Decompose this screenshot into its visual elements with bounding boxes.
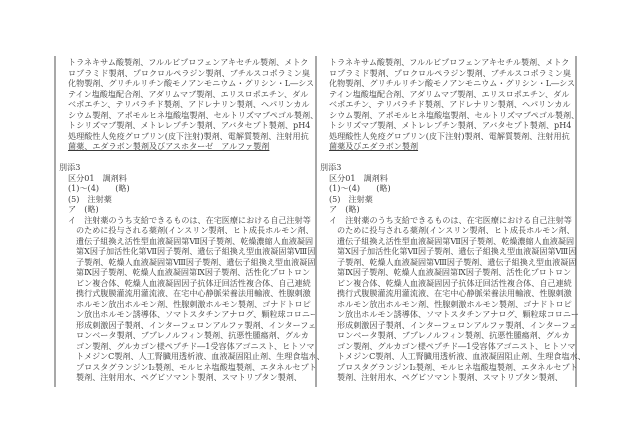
amended-text-line: 菌薬及びエダラボン製剤 xyxy=(329,141,419,151)
section-item: (1)～(4) (略) xyxy=(329,183,391,193)
paragraph-line: ロンベータ製剤、ブプレノルフィン製剤、抗悪性腫瘍剤、グルカ xyxy=(76,330,309,340)
section-item: ア (略) xyxy=(329,204,360,214)
text-line: 化物製剤、グリチルリチン酸モノアンモニウム・グリシン・L―シス xyxy=(329,78,576,88)
paragraph-line: 第Ⅸ因子製剤、乾燥人血液凝固第Ⅸ因子製剤、活性化プロトロン xyxy=(76,267,311,277)
text-line: トラネキサム酸製剤、フルルビプロフェンアキセチル製剤、メトク xyxy=(329,57,570,67)
paragraph-line: ゴン製剤、グルカゴン様ペプチド―1受容体アゴニスト、ヒトソマ xyxy=(337,340,576,351)
paragraph-line: イ 注射薬のうち支給できるものは、在宅医療における自己注射等 xyxy=(68,214,311,225)
text-line: ロプラミド製剤、プロクロルペラジン製剤、ブチルスコポラミン臭 xyxy=(68,67,310,78)
comparison-column-new xyxy=(315,56,586,387)
amended-text-line: 菌薬、エダラボン製剤及びアスホターゼ アルファ製剤 xyxy=(68,141,270,151)
appendix-title: 別添3 xyxy=(59,162,81,172)
section-item: (5) 注射薬 xyxy=(329,193,373,204)
text-line: トシリズマブ製剤、メトレレプチン製剤、アバタセプト製剤、pH4 xyxy=(329,120,572,130)
paragraph-line: 製剤、注射用水、ペグビソマント製剤、スマトリプタン製剤、 xyxy=(76,372,302,382)
paragraph-line: のために投与される薬剤(インスリン製剤、ヒト成長ホルモン剤、 xyxy=(337,225,575,235)
paragraph-line: 形成刺激因子製剤、インターフェロンアルファ製剤、インターフェ xyxy=(76,319,317,330)
paragraph-line: イ 注射薬のうち支給できるものは、在宅医療における自己注射等 xyxy=(329,214,572,225)
comparison-column-old xyxy=(54,56,325,387)
text-line: シウム製剤、アポモルヒネ塩酸塩製剤、セルトリズマブペゴル製剤、 xyxy=(68,109,319,120)
paragraph-line: 子製剤、乾燥人血液凝固第Ⅷ因子製剤、遺伝子組換え型血液凝固 xyxy=(76,256,316,267)
text-line: ベポエチン、テリパラチド製剤、アドレナリン製剤、ヘパリンカル xyxy=(329,99,571,109)
paragraph-line: ホルモン放出ホルモン剤、性腺刺激ホルモン製剤、ゴナドトロピ xyxy=(337,298,572,309)
paragraph-line: ン放出ホルモン誘導体、ソマトスタチンアナログ、顆粒球コロニー xyxy=(76,309,319,319)
text-line: シウム製剤、アポモルヒネ塩酸塩製剤、セルトリズマブペゴル製剤、 xyxy=(329,109,580,120)
blank-line xyxy=(317,152,575,163)
paragraph-line: のために投与される薬剤(インスリン製剤、ヒト成長ホルモン剤、 xyxy=(76,225,314,235)
paragraph-line: ホルモン放出ホルモン剤、性腺刺激ホルモン製剤、ゴナドトロピ xyxy=(76,298,311,309)
paragraph-line: ゴン製剤、グルカゴン様ペプチド―1受容体アゴニスト、ヒトソマ xyxy=(76,340,315,351)
paragraph-line: ン放出ホルモン誘導体、ソマトスタチンアナログ、顆粒球コロニー xyxy=(337,309,580,319)
paragraph-line: 第Ⅸ因子製剤、乾燥人血液凝固第Ⅸ因子製剤、活性化プロトロン xyxy=(337,267,572,277)
paragraph-line: 製剤、注射用水、ペグビソマント製剤、スマトリプタン製剤、 xyxy=(337,372,563,382)
paragraph-line: 第Ⅹ因子加活性化第Ⅶ因子製剤、遺伝子組換え型血液凝固第Ⅷ因 xyxy=(76,246,316,256)
paragraph-line: 携行式腹膜灌流用灌流液、在宅中心静脈栄養法用輸液、性腺刺激 xyxy=(76,288,311,298)
paragraph-line: 遺伝子組換え活性型血液凝固第Ⅶ因子製剤、乾燥濃縮人血液凝固 xyxy=(337,235,575,246)
section-item: 区分01 調剤料 xyxy=(68,172,127,183)
text-line: 化物製剤、グリチルリチン酸モノアンモニウム・グリシン・L―シス xyxy=(68,78,315,88)
paragraph-line: プロスタグランジンI₂製剤、モルヒネ塩酸塩製剤、エタネルセプト xyxy=(76,361,317,372)
paragraph-line: ビン複合体、乾燥人血液凝固因子抗体迂回活性複合体、自己連続 xyxy=(337,277,572,288)
paragraph-line: 携行式腹膜灌流用灌流液、在宅中心静脈栄養法用輸液、性腺刺激 xyxy=(337,288,572,298)
section-item: (1)～(4) (略) xyxy=(68,183,130,193)
text-line: テイン塩酸塩配合剤、アダリムマブ製剤、エリスロポエチン、ダル xyxy=(68,88,309,99)
text-line: ロプラミド製剤、プロクロルペラジン製剤、ブチルスコポラミン臭 xyxy=(329,67,571,78)
appendix-title: 別添3 xyxy=(320,162,342,172)
paragraph-line: 子製剤、乾燥人血液凝固第Ⅷ因子製剤、遺伝子組換え型血液凝固 xyxy=(337,256,577,267)
text-line: ベポエチン、テリパラチド製剤、アドレナリン製剤、ヘパリンカル xyxy=(68,99,310,109)
paragraph-line: 遺伝子組換え活性型血液凝固第Ⅶ因子製剤、乾燥濃縮人血液凝固 xyxy=(76,235,314,246)
paragraph-line: 第Ⅹ因子加活性化第Ⅶ因子製剤、遺伝子組換え型血液凝固第Ⅷ因 xyxy=(337,246,577,256)
section-item: 区分01 調剤料 xyxy=(329,172,388,183)
blank-line xyxy=(56,152,314,163)
text-line: トラネキサム酸製剤、フルルビプロフェンアキセチル製剤、メトク xyxy=(68,57,309,67)
paragraph-line: ロンベータ製剤、ブプレノルフィン製剤、抗悪性腫瘍剤、グルカ xyxy=(337,330,570,340)
paragraph-line: 形成刺激因子製剤、インターフェロンアルファ製剤、インターフェ xyxy=(337,319,578,330)
paragraph-line: プロスタグランジンI₂製剤、モルヒネ塩酸塩製剤、エタネルセプト xyxy=(337,361,578,372)
text-line: トシリズマブ製剤、メトレレプチン製剤、アバタセプト製剤、pH4 xyxy=(68,120,311,130)
section-item: (5) 注射薬 xyxy=(68,193,112,204)
paragraph-line: ビン複合体、乾燥人血液凝固因子抗体迂回活性複合体、自己連続 xyxy=(76,277,311,288)
text-line: 処理酸性人免疫グロブリン(皮下注射)製剤、電解質製剤、注射用抗 xyxy=(68,130,309,141)
paragraph-line: トメジンC製剤、人工腎臓用透析液、血液凝固阻止剤、生理食塩水、 xyxy=(337,351,586,361)
text-line: 処理酸性人免疫グロブリン(皮下注射)製剤、電解質製剤、注射用抗 xyxy=(329,130,570,141)
paragraph-line: トメジンC製剤、人工腎臓用透析液、血液凝固阻止剤、生理食塩水、 xyxy=(76,351,325,361)
text-line: テイン塩酸塩配合剤、アダリムマブ製剤、エリスロポエチン、ダル xyxy=(329,88,570,99)
section-item: ア (略) xyxy=(68,204,99,214)
